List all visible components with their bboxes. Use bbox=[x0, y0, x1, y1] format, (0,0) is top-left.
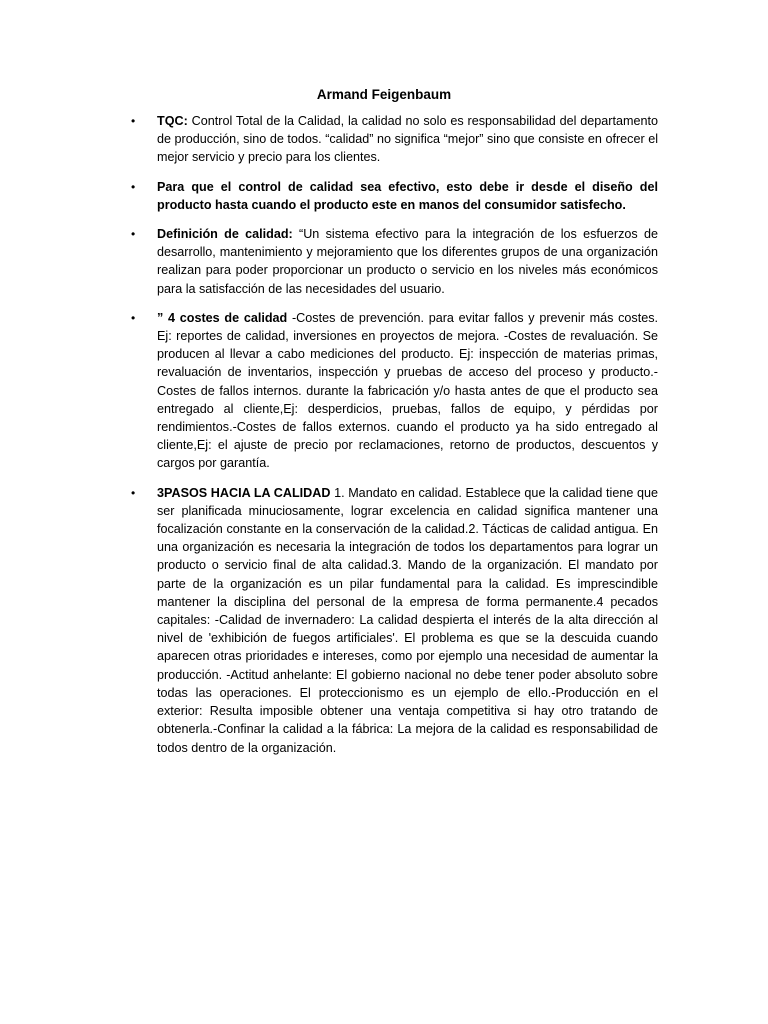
list-item-tqc bbox=[128, 112, 658, 167]
item-text: Control Total de la Calidad, la calidad no solo es responsabilidad del departamento de producción, sino de todos. “calidad” no significa “mejor” sino que consiste en ofrecer el mejor servicio y precio para los clientes. bbox=[157, 114, 658, 165]
item-text: -Costes de prevención. para evitar fallos y prevenir más costes. Ej: reportes de calidad, inversiones en proyectos de mejora. -Costes de revaluación. Se producen al llevar a cabo mediciones del producto. Ej: inspección de materias primas, revaluación de inventarios, inspección y pruebas de acceso del proceso y producto.- Costes de fallos internos. durante la fabricación y/o hasta antes de que el producto sea entregado al cliente,Ej: desperdicios, pruebas, fallos de equipo, y pérdidas por rendimientos.-Costes de fallos externos. cuando el producto ya ha sido entregado al cliente,Ej: el ajuste de precio por reclamaciones, retorno de productos, descuentos y cargos por garantía. bbox=[157, 310, 658, 471]
bullet-list bbox=[128, 112, 658, 768]
list-item-costes bbox=[128, 309, 658, 473]
item-text: “Un sistema efectivo para la integración de los esfuerzos de desarrollo, mantenimiento y mejoramiento que los diferentes grupos de una organización realizan para poder proporcionar un producto o servicio en los niveles más económicos para la satisfacción de las necesidades del usuario. bbox=[157, 227, 659, 296]
item-lead: Para que el control de calidad sea efectivo, bbox=[157, 179, 440, 194]
bullet-icon: • bbox=[131, 179, 136, 194]
item-text: esto debe ir desde el diseño del producto hasta cuando el producto este en manos del consumidor satisfecho. bbox=[157, 179, 658, 212]
item-lead: 3PASOS HACIA LA CALIDAD bbox=[157, 485, 331, 500]
bullet-icon: • bbox=[131, 310, 136, 325]
bullet-icon: • bbox=[131, 227, 136, 242]
item-lead: Definición de calidad: bbox=[157, 227, 293, 242]
bullet-icon: • bbox=[131, 114, 136, 128]
item-lead: TQC: bbox=[157, 114, 188, 128]
page-title: Armand Feigenbaum bbox=[316, 87, 452, 102]
item-text: 1. Mandato en calidad. Establece que la calidad tiene que ser planificada minuciosamente, lograr excelencia en calidad significa mantener una focalización constante en la conservación de la calidad.2. Tácticas de calidad antigua. En una organización es necesaria la integración de todos los departamentos para lograr un producto o servicio final de alta calidad.3. Mando de la organización. El mandato por parte de la organización es un pilar fundamental para la calidad. Es imprescindible mantener la disciplina del personal de la empresa de forma permanente.4 pecados capitales: -Calidad de invernadero: La calidad despierta el interés de la alta dirección al nivel de 'exhibición de fuegos artificiales'. El problema es que se la descuida cuando aparecen otras prioridades e intereses, como por ejemplo una necesidad de aumentar la producción. -Actitud anhelante: El gobierno nacional no debe tener poder absoluto sobre todas las operaciones. El proteccionismo es un ejemplo de ello.-Producción en el exterior: Resulta imposible obtener una ventaja competitiva si hay otro tratando de obtenerla.-Confinar la calidad a la fábrica: La mejora de la calidad es responsabilidad de todos dentro de la organización. bbox=[157, 485, 658, 755]
list-item-control-efectivo bbox=[128, 178, 658, 214]
list-item-pasos bbox=[128, 484, 658, 757]
item-lead: ” 4 costes de calidad bbox=[157, 310, 288, 325]
list-item-definicion bbox=[128, 225, 658, 298]
bullet-icon: • bbox=[131, 485, 136, 500]
